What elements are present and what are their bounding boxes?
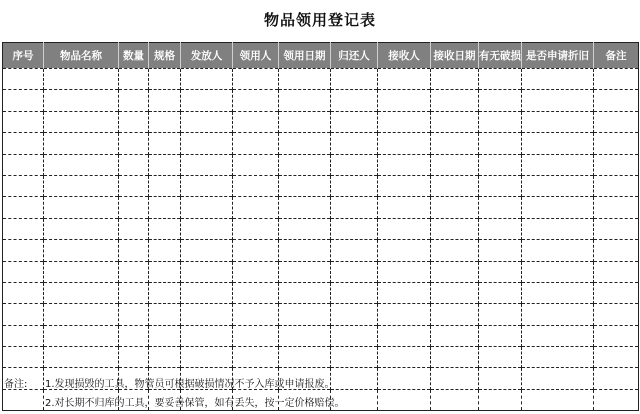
- table-cell[interactable]: [3, 261, 44, 282]
- table-row: [3, 240, 639, 261]
- table-cell[interactable]: [44, 175, 119, 196]
- table-row: [3, 69, 639, 90]
- table-cell[interactable]: [119, 111, 149, 132]
- table-cell[interactable]: [3, 304, 44, 325]
- table-cell[interactable]: [431, 282, 479, 303]
- table-cell[interactable]: [233, 240, 279, 261]
- table-cell[interactable]: [119, 304, 149, 325]
- table-cell[interactable]: [149, 111, 181, 132]
- column-header-spec: 规格: [149, 43, 181, 69]
- table-cell[interactable]: [119, 154, 149, 175]
- table-cell[interactable]: [181, 240, 233, 261]
- note-item-1: 1.发现损毁的工具，物管员可根据破损情况不予入库或申请报废。: [45, 379, 335, 390]
- table-cell[interactable]: [331, 282, 378, 303]
- table-cell[interactable]: [279, 154, 331, 175]
- table-cell[interactable]: [3, 282, 44, 303]
- table-cell[interactable]: [594, 240, 639, 261]
- table-cell[interactable]: [44, 218, 119, 239]
- table-cell[interactable]: [279, 240, 331, 261]
- table-cell[interactable]: [431, 197, 479, 218]
- table-cell[interactable]: [149, 240, 181, 261]
- note-line-2: [4, 394, 636, 413]
- table-cell[interactable]: [149, 347, 181, 368]
- table-cell[interactable]: [431, 347, 479, 368]
- table-row: [3, 347, 639, 368]
- table-cell[interactable]: [119, 133, 149, 154]
- table-cell[interactable]: [331, 261, 378, 282]
- table-cell[interactable]: [522, 90, 594, 111]
- table-cell[interactable]: [181, 304, 233, 325]
- table-cell[interactable]: [233, 197, 279, 218]
- table-cell[interactable]: [378, 90, 431, 111]
- table-cell[interactable]: [279, 218, 331, 239]
- table-cell[interactable]: [522, 261, 594, 282]
- table-cell[interactable]: [233, 69, 279, 90]
- column-header-receive-date: 接收日期: [431, 43, 479, 69]
- table-cell[interactable]: [479, 261, 522, 282]
- table-cell[interactable]: [594, 111, 639, 132]
- table-cell[interactable]: [594, 90, 639, 111]
- table-cell[interactable]: [594, 325, 639, 346]
- column-header-depreciation: 是否申请折旧: [522, 43, 594, 69]
- table-cell[interactable]: [479, 111, 522, 132]
- table-cell[interactable]: [149, 282, 181, 303]
- table-cell[interactable]: [431, 240, 479, 261]
- table-cell[interactable]: [119, 69, 149, 90]
- table-cell[interactable]: [331, 197, 378, 218]
- table-row: [3, 304, 639, 325]
- table-row: [3, 197, 639, 218]
- column-header-item-name: 物品名称: [44, 43, 119, 69]
- note-item-2: 2.对长期不归库的工具，要妥善保管，如有丢失，按一定价格赔偿。: [45, 398, 345, 409]
- table-row: [3, 218, 639, 239]
- table-cell[interactable]: [44, 154, 119, 175]
- table-cell[interactable]: [378, 282, 431, 303]
- table-cell[interactable]: [44, 347, 119, 368]
- table-cell[interactable]: [119, 90, 149, 111]
- table-cell[interactable]: [331, 154, 378, 175]
- registration-table: [2, 42, 639, 411]
- table-cell[interactable]: [279, 90, 331, 111]
- table-cell[interactable]: [594, 282, 639, 303]
- table-cell[interactable]: [233, 175, 279, 196]
- table-cell[interactable]: [149, 197, 181, 218]
- table-cell[interactable]: [522, 282, 594, 303]
- table-cell[interactable]: [479, 240, 522, 261]
- table-cell[interactable]: [479, 175, 522, 196]
- table-cell[interactable]: [378, 133, 431, 154]
- table-cell[interactable]: [279, 69, 331, 90]
- table-cell[interactable]: [522, 325, 594, 346]
- table-cell[interactable]: [431, 304, 479, 325]
- table-cell[interactable]: [479, 90, 522, 111]
- column-header-returner: 归还人: [331, 43, 378, 69]
- table-cell[interactable]: [279, 111, 331, 132]
- table-cell[interactable]: [378, 218, 431, 239]
- table-cell[interactable]: [44, 197, 119, 218]
- table-row: [3, 154, 639, 175]
- table-cell[interactable]: [3, 347, 44, 368]
- table-cell[interactable]: [431, 69, 479, 90]
- column-header-damage: 有无破损: [479, 43, 522, 69]
- table-row: [3, 111, 639, 132]
- column-header-recipient: 领用人: [233, 43, 279, 69]
- table-cell[interactable]: [479, 197, 522, 218]
- table-cell[interactable]: [431, 90, 479, 111]
- table-cell[interactable]: [181, 325, 233, 346]
- table-cell[interactable]: [479, 69, 522, 90]
- table-cell[interactable]: [522, 304, 594, 325]
- table-cell[interactable]: [594, 261, 639, 282]
- table-body: [3, 69, 639, 411]
- table-cell[interactable]: [279, 133, 331, 154]
- table-row: [3, 133, 639, 154]
- table-cell[interactable]: [44, 240, 119, 261]
- table-cell[interactable]: [44, 69, 119, 90]
- table-cell[interactable]: [279, 325, 331, 346]
- table-cell[interactable]: [44, 325, 119, 346]
- table-cell[interactable]: [378, 197, 431, 218]
- table-cell[interactable]: [119, 325, 149, 346]
- table-cell[interactable]: [279, 304, 331, 325]
- table-cell[interactable]: [149, 325, 181, 346]
- table-cell[interactable]: [431, 154, 479, 175]
- table-cell[interactable]: [594, 175, 639, 196]
- table-cell[interactable]: [522, 240, 594, 261]
- table-cell[interactable]: [233, 304, 279, 325]
- table-cell[interactable]: [44, 111, 119, 132]
- table-cell[interactable]: [3, 240, 44, 261]
- table-cell[interactable]: [3, 69, 44, 90]
- table-cell[interactable]: [149, 69, 181, 90]
- table-cell[interactable]: [181, 111, 233, 132]
- table-cell[interactable]: [44, 133, 119, 154]
- table-cell[interactable]: [522, 154, 594, 175]
- table-cell[interactable]: [233, 347, 279, 368]
- table-cell[interactable]: [233, 218, 279, 239]
- table-cell[interactable]: [181, 154, 233, 175]
- table-cell[interactable]: [331, 240, 378, 261]
- table-cell[interactable]: [431, 133, 479, 154]
- table-cell[interactable]: [3, 197, 44, 218]
- table-cell[interactable]: [522, 69, 594, 90]
- table-cell[interactable]: [233, 154, 279, 175]
- notes-label: 备注:: [4, 379, 28, 390]
- table-cell[interactable]: [479, 347, 522, 368]
- column-header-receiver: 接收人: [378, 43, 431, 69]
- table-cell[interactable]: [149, 218, 181, 239]
- table-cell[interactable]: [479, 282, 522, 303]
- column-header-issuer: 发放人: [181, 43, 233, 69]
- table-cell[interactable]: [181, 347, 233, 368]
- table-row: [3, 325, 639, 346]
- table-cell[interactable]: [431, 175, 479, 196]
- table-cell[interactable]: [119, 218, 149, 239]
- table-cell[interactable]: [181, 218, 233, 239]
- table-cell[interactable]: [44, 90, 119, 111]
- table-cell[interactable]: [331, 111, 378, 132]
- table-cell[interactable]: [378, 261, 431, 282]
- table-cell[interactable]: [594, 218, 639, 239]
- table-cell[interactable]: [233, 133, 279, 154]
- table-cell[interactable]: [149, 154, 181, 175]
- table-cell[interactable]: [3, 90, 44, 111]
- table-cell[interactable]: [119, 175, 149, 196]
- table-cell[interactable]: [181, 133, 233, 154]
- table-cell[interactable]: [149, 90, 181, 111]
- table-cell[interactable]: [378, 111, 431, 132]
- table-cell[interactable]: [331, 325, 378, 346]
- table-cell[interactable]: [119, 240, 149, 261]
- table-row: [3, 175, 639, 196]
- table-cell[interactable]: [594, 347, 639, 368]
- table-cell[interactable]: [594, 133, 639, 154]
- table-cell[interactable]: [119, 282, 149, 303]
- table-cell[interactable]: [331, 304, 378, 325]
- table-cell[interactable]: [479, 218, 522, 239]
- table-cell[interactable]: [331, 347, 378, 368]
- table-cell[interactable]: [331, 69, 378, 90]
- table-cell[interactable]: [3, 133, 44, 154]
- table-cell[interactable]: [378, 175, 431, 196]
- table-cell[interactable]: [44, 304, 119, 325]
- table-cell[interactable]: [233, 261, 279, 282]
- table-cell[interactable]: [119, 347, 149, 368]
- table-cell[interactable]: [331, 90, 378, 111]
- table-cell[interactable]: [522, 175, 594, 196]
- table-cell[interactable]: [3, 111, 44, 132]
- table-cell[interactable]: [181, 69, 233, 90]
- table-cell[interactable]: [331, 133, 378, 154]
- table-cell[interactable]: [479, 304, 522, 325]
- table-cell[interactable]: [331, 175, 378, 196]
- table-cell[interactable]: [279, 347, 331, 368]
- column-header-quantity: 数量: [119, 43, 149, 69]
- table-cell[interactable]: [181, 175, 233, 196]
- table-cell[interactable]: [378, 154, 431, 175]
- table-cell[interactable]: [44, 261, 119, 282]
- table-cell[interactable]: [149, 175, 181, 196]
- table-cell[interactable]: [522, 218, 594, 239]
- table-cell[interactable]: [44, 282, 119, 303]
- table-cell[interactable]: [594, 197, 639, 218]
- table-cell[interactable]: [522, 197, 594, 218]
- table-row: [3, 261, 639, 282]
- note-line-1: [4, 375, 636, 394]
- table-cell[interactable]: [181, 282, 233, 303]
- table-cell[interactable]: [522, 111, 594, 132]
- table-cell[interactable]: [378, 304, 431, 325]
- table-cell[interactable]: [431, 111, 479, 132]
- table-cell[interactable]: [149, 133, 181, 154]
- table-cell[interactable]: [119, 197, 149, 218]
- table-cell[interactable]: [233, 282, 279, 303]
- notes-section: [4, 375, 636, 413]
- table-cell[interactable]: [479, 133, 522, 154]
- table-cell[interactable]: [522, 133, 594, 154]
- table-cell[interactable]: [378, 69, 431, 90]
- table-cell[interactable]: [233, 90, 279, 111]
- table-cell[interactable]: [378, 325, 431, 346]
- table-cell[interactable]: [378, 347, 431, 368]
- table-cell[interactable]: [233, 325, 279, 346]
- table-cell[interactable]: [331, 218, 378, 239]
- table-cell[interactable]: [279, 197, 331, 218]
- table-cell[interactable]: [181, 197, 233, 218]
- table-header-row: [3, 43, 639, 69]
- table-cell[interactable]: [431, 261, 479, 282]
- table-cell[interactable]: [181, 90, 233, 111]
- table-row: [3, 282, 639, 303]
- table-cell[interactable]: [119, 261, 149, 282]
- table-cell[interactable]: [431, 218, 479, 239]
- table-cell[interactable]: [431, 325, 479, 346]
- table-cell[interactable]: [594, 69, 639, 90]
- page-title: 物品领用登记表: [263, 11, 376, 29]
- table-cell[interactable]: [279, 261, 331, 282]
- table-cell[interactable]: [594, 304, 639, 325]
- table-cell[interactable]: [522, 347, 594, 368]
- table-cell[interactable]: [479, 154, 522, 175]
- table-cell[interactable]: [279, 282, 331, 303]
- column-header-index: 序号: [3, 43, 44, 69]
- table-row: [3, 90, 639, 111]
- table-cell[interactable]: [3, 175, 44, 196]
- table-cell[interactable]: [594, 154, 639, 175]
- table-cell[interactable]: [479, 325, 522, 346]
- table-cell[interactable]: [181, 261, 233, 282]
- column-header-issue-date: 领用日期: [279, 43, 331, 69]
- table-cell[interactable]: [3, 325, 44, 346]
- column-header-remarks: 备注: [594, 43, 639, 69]
- table-cell[interactable]: [279, 175, 331, 196]
- table-cell[interactable]: [233, 111, 279, 132]
- table-cell[interactable]: [3, 218, 44, 239]
- table-cell[interactable]: [149, 261, 181, 282]
- table-cell[interactable]: [3, 154, 44, 175]
- table-cell[interactable]: [149, 304, 181, 325]
- table-cell[interactable]: [378, 240, 431, 261]
